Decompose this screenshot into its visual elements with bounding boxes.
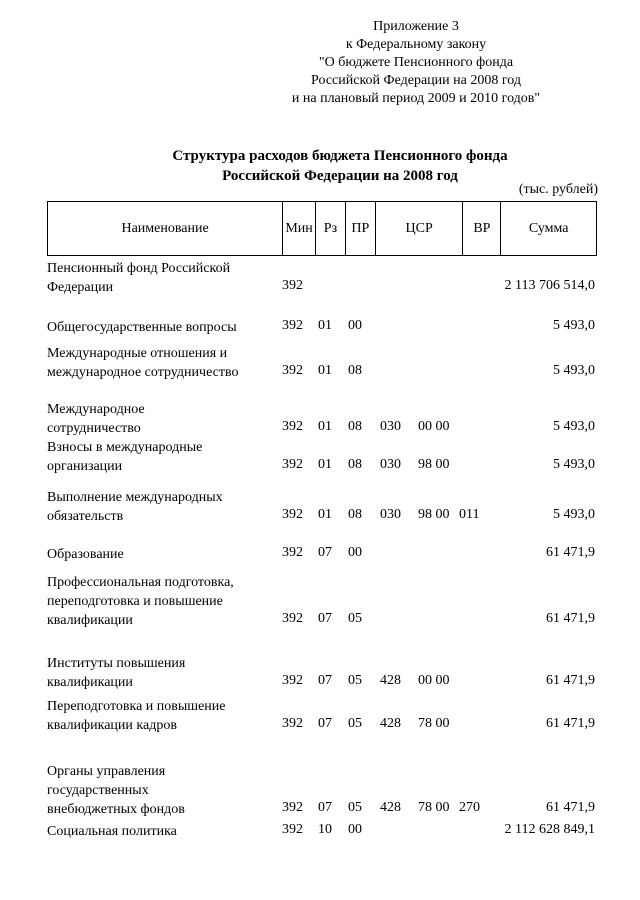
row-pr: 05 — [348, 716, 362, 731]
row-min: 392 — [282, 419, 303, 434]
row-rz: 01 — [318, 419, 332, 434]
row-name-line: сотрудничество — [47, 421, 141, 436]
row-name — [47, 318, 237, 337]
row-pr: 08 — [348, 457, 362, 472]
header-name: Наименование — [48, 202, 283, 255]
row-name-line: Социальная политика — [47, 824, 177, 839]
row-rz: 01 — [318, 318, 332, 333]
row-rz: 01 — [318, 507, 332, 522]
row-csr1: 030 — [380, 457, 401, 472]
row-name — [47, 822, 177, 841]
row-min: 392 — [282, 278, 303, 293]
row-rz: 01 — [318, 363, 332, 378]
units-label: (тыс. рублей) — [518, 182, 598, 197]
row-name — [47, 573, 234, 630]
header-pr: ПР — [346, 202, 376, 255]
row-name-line: Международное — [47, 402, 145, 417]
row-csr2: 78 00 — [418, 800, 450, 815]
row-sum: 5 493,0 — [553, 318, 595, 333]
row-csr2: 98 00 — [418, 507, 450, 522]
row-name-line: обязательств — [47, 509, 124, 524]
row-pr: 00 — [348, 822, 362, 837]
row-name-line: Пенсионный фонд Российской — [47, 261, 231, 276]
row-sum: 61 471,9 — [546, 611, 595, 626]
row-sum: 61 471,9 — [546, 545, 595, 560]
row-rz: 07 — [318, 673, 332, 688]
row-vr: 270 — [459, 800, 480, 815]
row-name — [47, 488, 223, 526]
row-name-line: государственных — [47, 783, 149, 798]
row-csr2: 00 00 — [418, 673, 450, 688]
row-name-line: Образование — [47, 547, 124, 562]
header-csr: ЦСР — [376, 202, 464, 255]
row-name-line: Переподготовка и повышение — [47, 699, 226, 714]
row-sum: 5 493,0 — [553, 419, 595, 434]
appendix-line: и на плановый период 2009 и 2010 годов" — [291, 91, 541, 106]
row-rz: 07 — [318, 545, 332, 560]
appendix-block — [236, 18, 596, 108]
row-name-line: Международные отношения и — [47, 346, 228, 361]
row-min: 392 — [282, 673, 303, 688]
row-min: 392 — [282, 716, 303, 731]
row-min: 392 — [282, 318, 303, 333]
row-name-line: Общегосударственные вопросы — [47, 320, 237, 335]
row-rz: 07 — [318, 611, 332, 626]
row-name-line: организации — [47, 459, 123, 474]
appendix-line: Приложение 3 — [373, 19, 459, 34]
row-csr1: 428 — [380, 716, 401, 731]
row-sum: 61 471,9 — [546, 673, 595, 688]
row-sum: 61 471,9 — [546, 800, 595, 815]
title-line-2: Российской Федерации на 2008 год — [222, 168, 458, 184]
row-name-line: Институты повышения — [47, 656, 186, 671]
row-name-line: Федерации — [47, 280, 114, 295]
document-title — [90, 146, 590, 186]
row-name — [47, 545, 124, 564]
row-name — [47, 654, 185, 692]
row-name-line: Профессиональная подготовка, — [47, 575, 234, 590]
header-rz: Рз — [316, 202, 346, 255]
appendix-line: к Федеральному закону — [345, 37, 487, 52]
header-sum: Сумма — [528, 220, 569, 236]
row-name — [47, 697, 226, 735]
row-min: 392 — [282, 822, 303, 837]
row-pr: 00 — [348, 545, 362, 560]
row-name — [47, 762, 185, 819]
row-name-line: внебюджетных фондов — [47, 802, 185, 817]
row-pr: 05 — [348, 800, 362, 815]
appendix-line: Российской Федерации на 2008 год — [311, 73, 521, 88]
row-name-line: Взносы в международные — [47, 440, 203, 455]
row-rz: 07 — [318, 800, 332, 815]
row-rz: 10 — [318, 822, 332, 837]
row-sum: 5 493,0 — [553, 363, 595, 378]
row-name — [47, 438, 202, 476]
row-pr: 00 — [348, 318, 362, 333]
row-name-line: международное сотрудничество — [47, 365, 239, 380]
row-sum: 5 493,0 — [553, 457, 595, 472]
row-rz: 01 — [318, 457, 332, 472]
row-min: 392 — [282, 611, 303, 626]
row-pr: 08 — [348, 507, 362, 522]
row-name-line: Органы управления — [47, 764, 166, 779]
row-csr1: 428 — [380, 673, 401, 688]
row-name — [47, 400, 145, 438]
row-pr: 05 — [348, 673, 362, 688]
row-sum: 61 471,9 — [546, 716, 595, 731]
row-vr: 011 — [459, 507, 480, 522]
row-min: 392 — [282, 507, 303, 522]
appendix-line: "О бюджете Пенсионного фонда — [318, 55, 514, 70]
row-min: 392 — [282, 800, 303, 815]
row-csr1: 428 — [380, 800, 401, 815]
row-csr2: 78 00 — [418, 716, 450, 731]
row-name-line: квалификации — [47, 675, 133, 690]
row-name — [47, 259, 230, 297]
row-csr1: 030 — [380, 507, 401, 522]
row-name-line: квалификации — [47, 613, 133, 628]
row-pr: 05 — [348, 611, 362, 626]
row-name-line: квалификации кадров — [47, 718, 177, 733]
row-csr1: 030 — [380, 419, 401, 434]
row-pr: 08 — [348, 363, 362, 378]
row-csr2: 00 00 — [418, 419, 450, 434]
row-pr: 08 — [348, 419, 362, 434]
row-csr2: 98 00 — [418, 457, 450, 472]
row-sum: 2 112 628 849,1 — [504, 822, 595, 837]
row-rz: 07 — [318, 716, 332, 731]
header-vr: ВР — [463, 202, 501, 255]
header-min: Мин — [283, 202, 316, 255]
row-sum: 2 113 706 514,0 — [504, 278, 595, 293]
row-min: 392 — [282, 457, 303, 472]
row-min: 392 — [282, 363, 303, 378]
row-name-line: переподготовка и повышение — [47, 594, 223, 609]
row-min: 392 — [282, 545, 303, 560]
table-header — [47, 201, 597, 256]
row-name-line: Выполнение международных — [47, 490, 223, 505]
row-sum: 5 493,0 — [553, 507, 595, 522]
row-name — [47, 344, 238, 382]
title-line-1: Структура расходов бюджета Пенсионного фонда — [172, 148, 508, 164]
